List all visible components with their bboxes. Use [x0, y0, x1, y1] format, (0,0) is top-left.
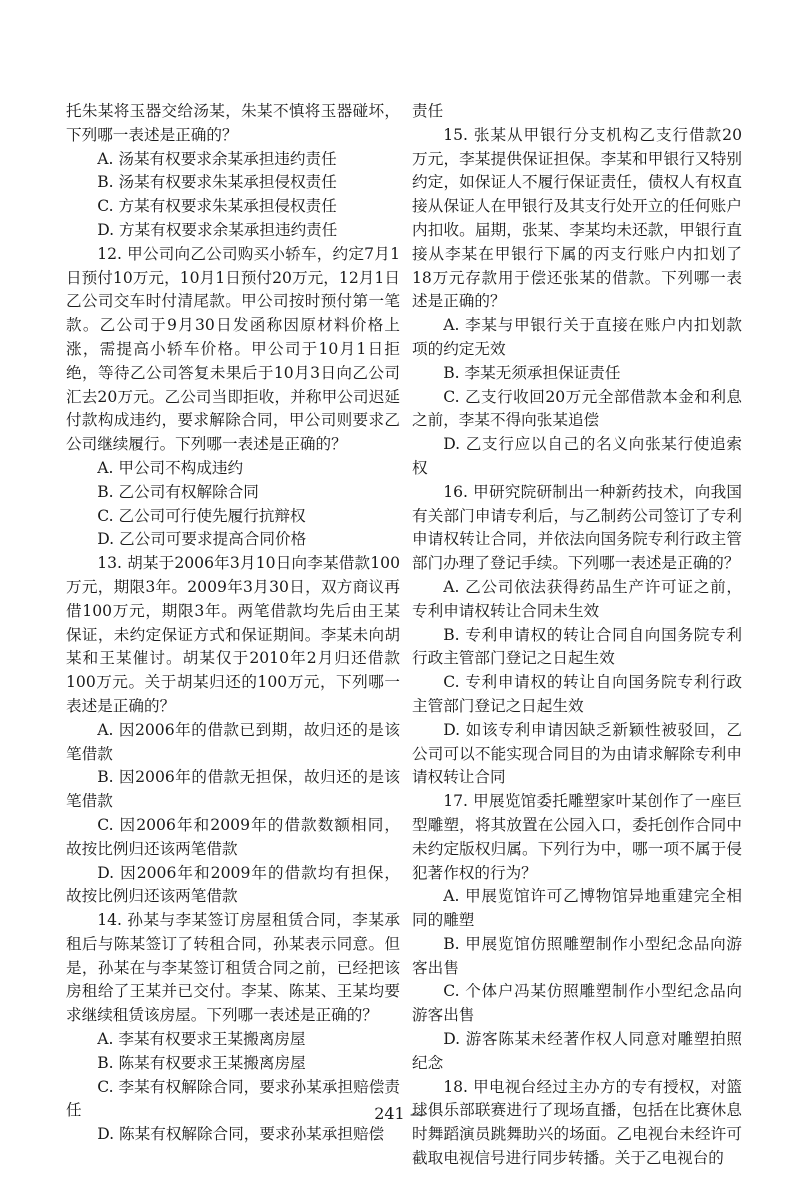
paragraph: A. 甲展览馆许可乙博物馆异地重建完全相同的雕塑	[412, 887, 742, 930]
paragraph: 12. 甲公司向乙公司购买小轿车，约定7月1日预付10万元，10月1日预付20万元，12月1日乙公司交车时付清尾款。甲公司按时预付第一笔款。乙公司于9月30日发函称因原材料价格上涨，需提高小轿车价格。甲公司于10月1日拒绝，等待乙公司答复未果后于10月3日向乙公司汇去20万元。乙公司当即拒收，并称甲公司迟延付款构成违约，要求解除合同，甲公司则要求乙公司继续履行。下列哪一表述是正确的？	[66, 244, 400, 454]
page-number: 241 —	[374, 1104, 426, 1123]
paragraph: C. 因2006年和2009年的借款数额相同，故按比例归还该两笔借款	[66, 815, 400, 858]
paragraph: B. 乙公司有权解除合同	[97, 482, 259, 501]
paragraph: D. 陈某有权解除合同，要求孙某承担赔偿	[97, 1125, 385, 1144]
paragraph: 17. 甲展览馆委托雕塑家叶某创作了一座巨型雕塑，将其放置在公园入口，委托创作合同中未约定版权归属。下列行为中，哪一项不属于侵犯著作权的行为？	[412, 792, 742, 882]
paragraph: D. 方某有权要求余某承担违约责任	[97, 220, 338, 239]
paragraph: B. 陈某有权要求王某搬离房屋	[97, 1053, 306, 1072]
paragraph: 15. 张某从甲银行分支机构乙支行借款20万元，李某提供保证担保。李某和甲银行又特别约定，如保证人不履行保证责任，债权人有权直接从保证人在甲银行及其支行处开立的任何账户内扣收。届期，张某、李某均未还款，甲银行直接从李某在甲银行下属的丙支行账户内扣划了18万元存款用于偿还张某的借款。下列哪一表述是正确的？	[412, 125, 742, 311]
paragraph: D. 因2006年和2009年的借款均有担保，故按比例归还该两笔借款	[66, 863, 400, 906]
paragraph: B. 汤某有权要求朱某承担侵权责任	[97, 173, 337, 192]
paragraph: C. 李某有权解除合同，要求孙某承担赔偿责任	[66, 1077, 400, 1120]
paragraph: A. 李某与甲银行关于直接在账户内扣划款项的约定无效	[412, 316, 742, 358]
paragraph: 18. 甲电视台经过主办方的专有授权，对篮球俱乐部联赛进行了现场直播，包括在比赛休息时舞蹈演员跳舞助兴的场面。乙电视台未经许可截取电视信号进行同步转播。关于乙电视台的	[412, 1077, 742, 1168]
paragraph: 托朱某将玉器交给汤某，朱某不慎将玉器碰坏，下列哪一表述是正确的？	[66, 102, 400, 144]
paragraph: D. 游客陈某未经著作权人同意对雕塑拍照纪念	[412, 1030, 742, 1072]
paragraph: 责任	[412, 102, 444, 120]
paragraph: B. 李某无须承担保证责任	[443, 363, 621, 382]
paragraph: D. 乙支行应以自己的名义向张某行使追索权	[412, 435, 742, 477]
paragraph: 13. 胡某于2006年3月10日向李某借款100万元，期限3年。2009年3月30日，双方商议再借100万元，期限3年。两笔借款均先后由王某保证，未约定保证方式和保证期间。李某未向胡某和王某催讨。胡某仅于2010年2月归还借款100万元。关于胡某归还的100万元，下列哪一表述是正确的？	[66, 554, 400, 715]
paragraph: A. 甲公司不构成违约	[97, 458, 244, 477]
left-column	[66, 100, 400, 1147]
paragraph: A. 李某有权要求王某搬离房屋	[97, 1030, 306, 1049]
paragraph: C. 方某有权要求朱某承担侵权责任	[97, 197, 337, 216]
paragraph: 14. 孙某与李某签订房屋租赁合同，李某承租后与陈某签订了转租合同，孙某表示同意。但是，孙某在与李某签订租赁合同之前，已经把该房租给了王某并已交付。李某、陈某、王某均要求继续租赁该房屋。下列哪一表述是正确的？	[66, 911, 400, 1025]
right-column	[412, 100, 742, 1171]
paragraph: A. 乙公司依法获得药品生产许可证之前，专利申请权转让合同未生效	[412, 577, 742, 620]
paragraph: C. 个体户冯某仿照雕塑制作小型纪念品向游客出售	[412, 982, 742, 1025]
paragraph: B. 甲展览馆仿照雕塑制作小型纪念品向游客出售	[412, 934, 742, 977]
paragraph: B. 专利申请权的转让合同自向国务院专利行政主管部门登记之日起生效	[412, 625, 742, 668]
paragraph: D. 如该专利申请因缺乏新颖性被驳回，乙公司可以不能实现合同目的为由请求解除专利申请权转让合同	[412, 720, 742, 787]
paragraph: A. 汤某有权要求余某承担违约责任	[97, 149, 337, 168]
paragraph: 16. 甲研究院研制出一种新药技术，向我国有关部门申请专利后，与乙制药公司签订了专利申请权转让合同，并依法向国务院专利行政主管部门办理了登记手续。下列哪一表述是正确的？	[412, 482, 742, 573]
paragraph: C. 乙公司可行使先履行抗辩权	[97, 506, 306, 525]
paragraph: C. 专利申请权的转让自向国务院专利行政主管部门登记之日起生效	[412, 673, 742, 715]
paragraph: B. 因2006年的借款无担保，故归还的是该笔借款	[66, 768, 400, 811]
paragraph: C. 乙支行收回20万元全部借款本金和利息之前，李某不得向张某追偿	[412, 387, 742, 430]
paragraph: A. 因2006年的借款已到期，故归还的是该笔借款	[66, 720, 400, 763]
paragraph: D. 乙公司可要求提高合同价格	[97, 530, 307, 549]
